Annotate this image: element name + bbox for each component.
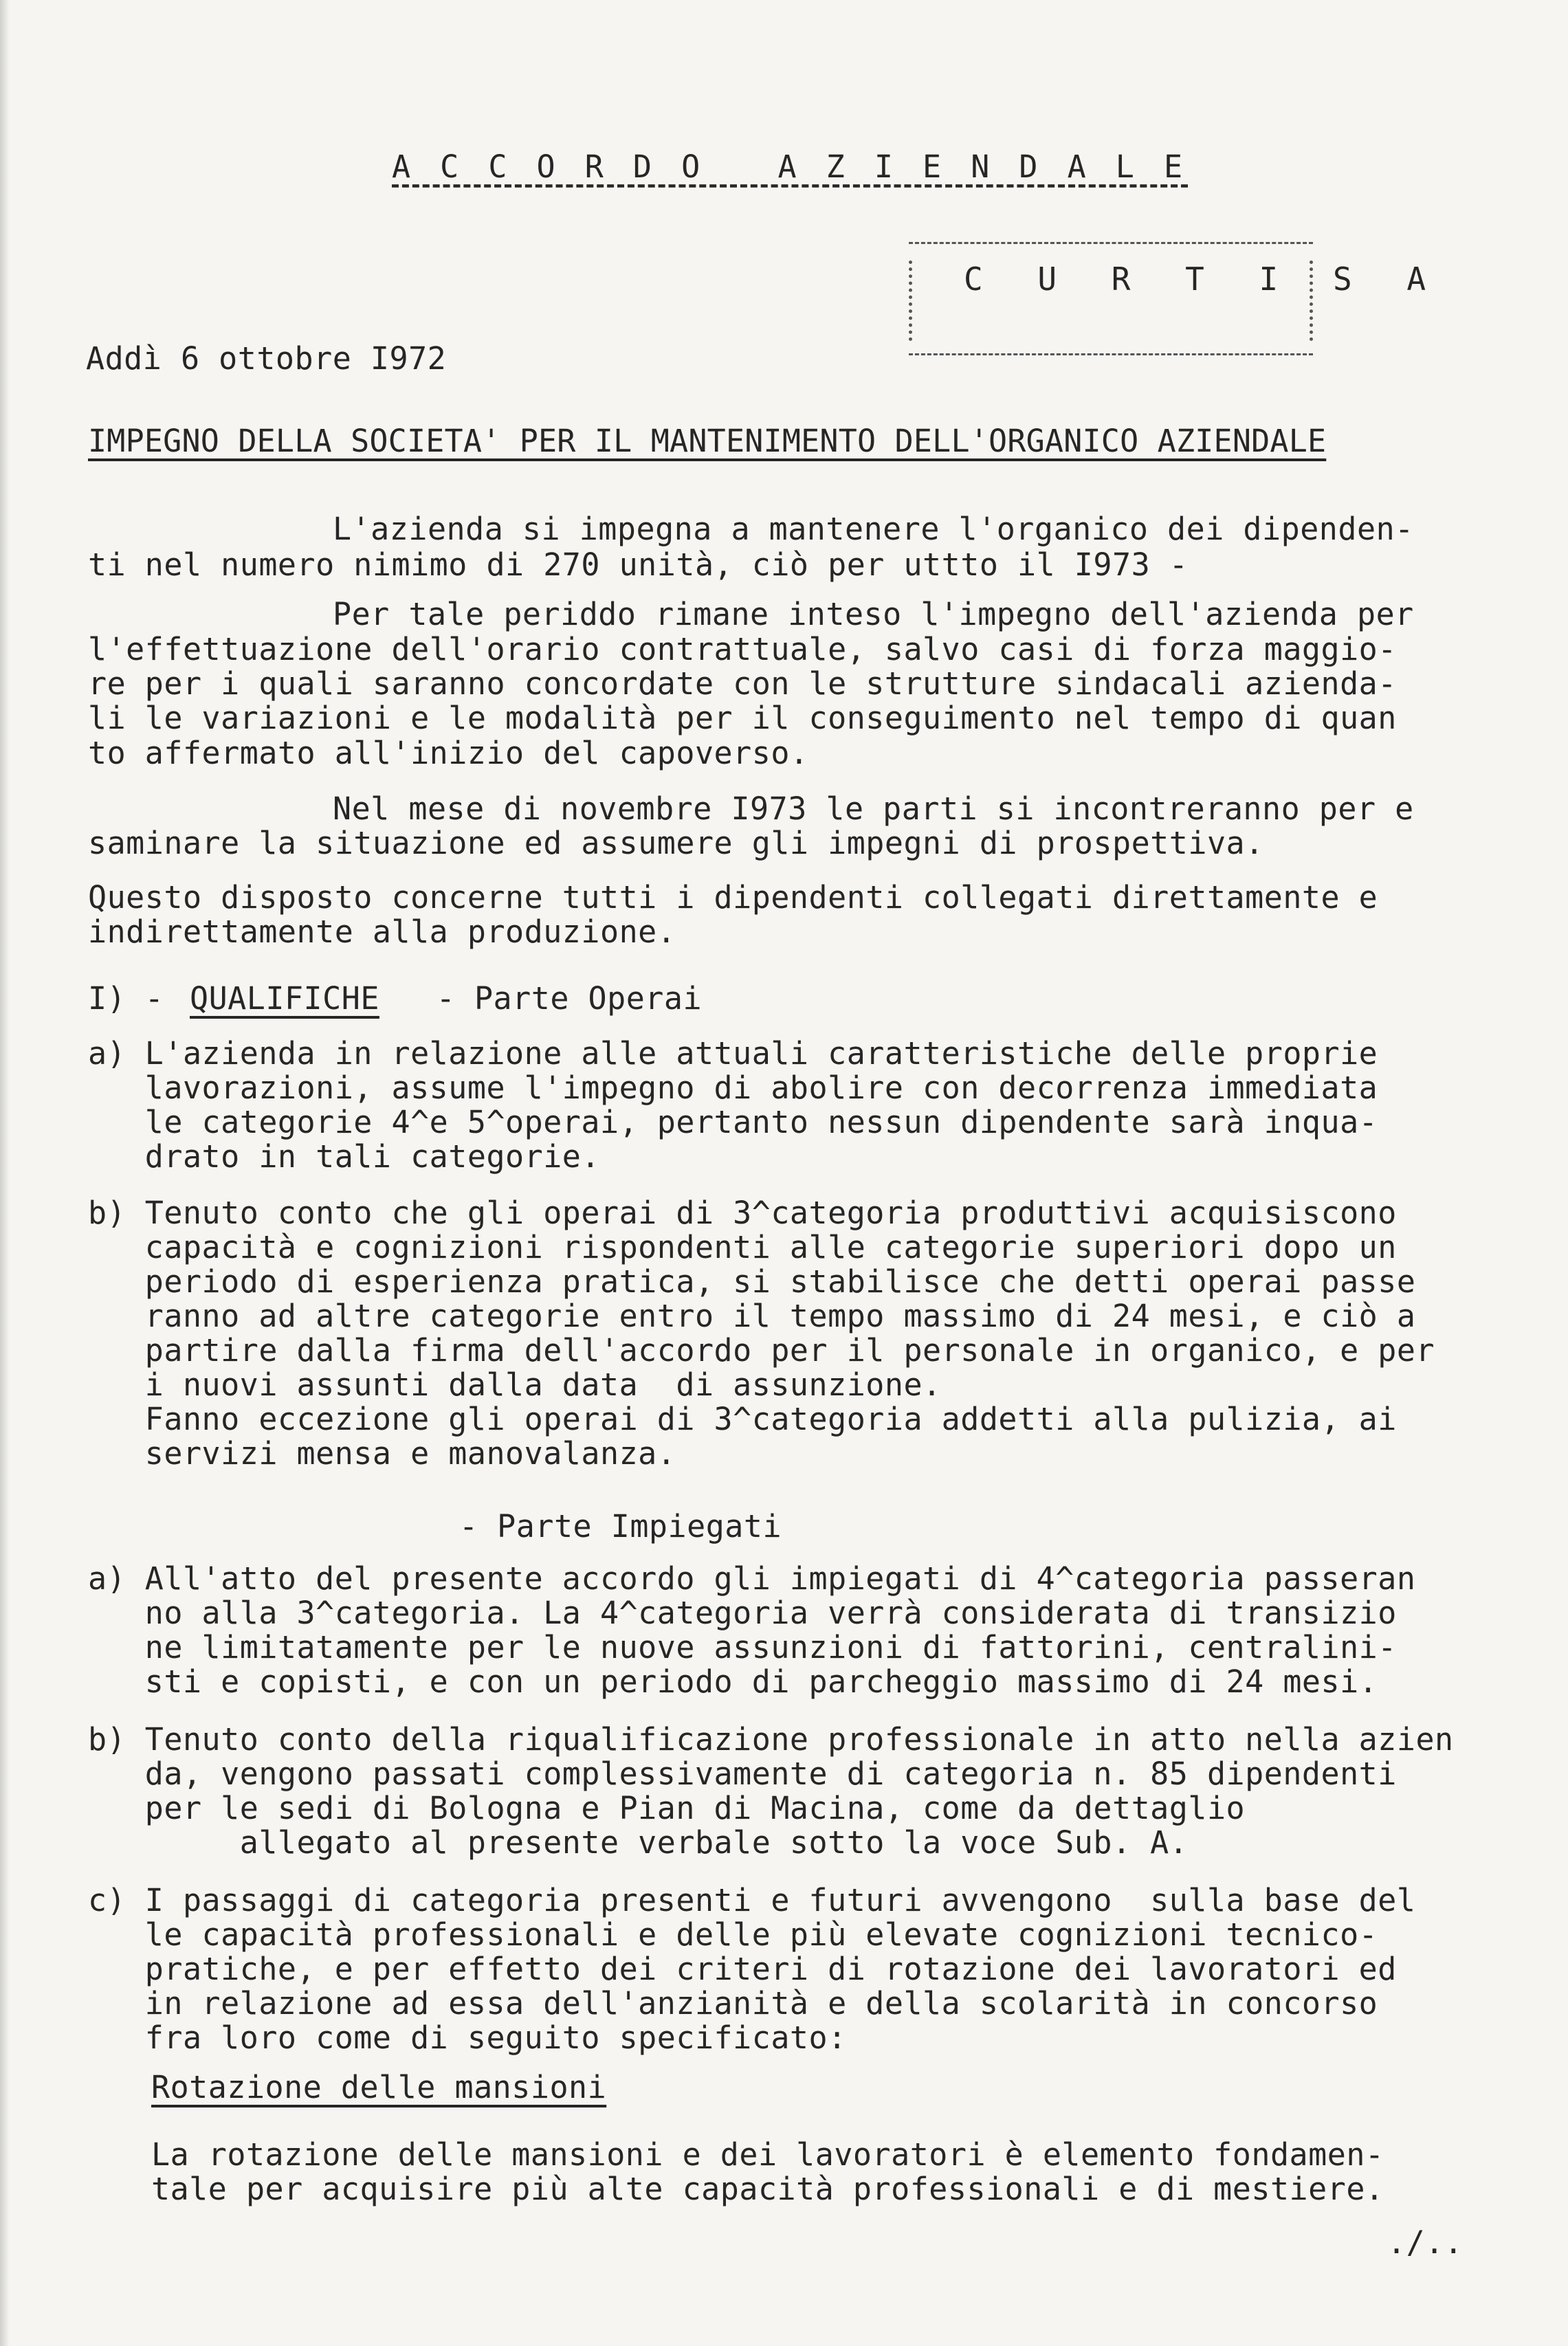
document-title: A C C O R D O A Z I E N D A L E <box>392 148 1189 185</box>
body-line: ti nel numero nimimo di 270 unità, ciò per uttto il I973 - <box>88 546 1189 583</box>
body-line: re per i quali saranno concordate con le strutture sindacali azienda- <box>88 665 1397 702</box>
body-line: Fanno eccezione gli operai di 3^categoria addetti alla pulizia, ai <box>88 1401 1397 1437</box>
body-line: pratiche, e per effetto dei criteri di rotazione dei lavoratori ed <box>88 1951 1397 1987</box>
body-line: ranno ad altre categorie entro il tempo massimo di 24 mesi, e ciò a <box>88 1298 1416 1334</box>
body-line: Per tale periddo rimane inteso l'impegno dell'azienda per <box>333 596 1414 632</box>
body-line: le categorie 4^e 5^operai, pertanto nessun dipendente sarà inqua- <box>88 1104 1378 1140</box>
continuation-mark: ./.. <box>1387 2224 1464 2261</box>
body-line: La rotazione delle mansioni e dei lavoratori è elemento fondamen- <box>151 2136 1384 2173</box>
body-line: indirettamente alla produzione. <box>88 914 676 950</box>
body-line: b) Tenuto conto della riqualificazione professionale in atto nella azien <box>88 1721 1454 1758</box>
document-date: Addì 6 ottobre I972 <box>86 340 447 377</box>
company-box <box>909 242 1444 355</box>
section-number: I) - <box>88 980 183 1017</box>
body-line: periodo di esperienza pratica, si stabilisce che detti operai passe <box>88 1263 1416 1300</box>
body-line: fra loro come di seguito specificato: <box>88 2019 847 2056</box>
body-line: drato in tali categorie. <box>88 1138 600 1175</box>
rotazione-heading: Rotazione delle mansioni <box>151 2069 607 2105</box>
body-line: no alla 3^categoria. La 4^categoria verrà considerata di transizio <box>88 1595 1397 1631</box>
body-line: partire dalla firma dell'accordo per il personale in organico, e per <box>88 1332 1435 1369</box>
body-line: c) I passaggi di categoria presenti e futuri avvengono sulla base del <box>88 1882 1416 1918</box>
body-line: Questo disposto concerne tutti i dipendenti collegati direttamente e <box>88 879 1378 916</box>
body-line: i nuovi assunti dalla data di assunzione. <box>88 1366 942 1403</box>
body-line: Nel mese di novembre I973 le parti si incontreranno per e <box>333 790 1414 827</box>
parte-operai-heading: - Parte Operai <box>379 980 703 1017</box>
body-line: l'effettuazione dell'orario contrattuale, salvo casi di forza maggio- <box>88 631 1397 667</box>
body-line: le capacità professionali e delle più elevate cognizioni tecnico- <box>88 1916 1378 1953</box>
body-line: sti e copisti, e con un periodo di parcheggio massimo di 24 mesi. <box>88 1663 1378 1700</box>
body-line: ne limitatamente per le nuove assunzioni di fattorini, centralini- <box>88 1629 1397 1666</box>
body-line: da, vengono passati complessivamente di categoria n. 85 dipendenti <box>88 1756 1397 1792</box>
body-line: lavorazioni, assume l'impegno di abolire con decorrenza immediata <box>88 1070 1378 1106</box>
body-line: servizi mensa e manovalanza. <box>88 1435 676 1472</box>
qualifiche-heading: QUALIFICHE <box>190 980 379 1017</box>
section-heading: IMPEGNO DELLA SOCIETA' PER IL MANTENIMENTO DELL'ORGANICO AZIENDALE <box>88 423 1327 459</box>
body-line: to affermato all'inizio del capoverso. <box>88 735 809 771</box>
body-line: allegato al presente verbale sotto la voce Sub. A. <box>88 1824 1189 1861</box>
body-line: a) All'atto del presente accordo gli impiegati di 4^categoria passeran <box>88 1560 1416 1597</box>
company-name: C U R T I S A <box>964 261 1444 298</box>
body-line: saminare la situazione ed assumere gli impegni di prospettiva. <box>88 825 1264 861</box>
parte-impiegati-heading: - Parte Impiegati <box>459 1508 782 1545</box>
body-line: in relazione ad essa dell'anzianità e della scolarità in concorso <box>88 1985 1378 2022</box>
page-edge <box>0 0 10 2346</box>
body-line: per le sedi di Bologna e Pian di Macina, come da dettaglio <box>88 1790 1246 1826</box>
body-line: b) Tenuto conto che gli operai di 3^categoria produttivi acquisiscono <box>88 1195 1397 1231</box>
body-line: L'azienda si impegna a mantenere l'organico dei dipenden- <box>333 511 1414 547</box>
body-line: a) L'azienda in relazione alle attuali caratteristiche delle proprie <box>88 1035 1378 1072</box>
body-line: capacità e cognizioni rispondenti alle categorie superiori dopo un <box>88 1229 1397 1265</box>
body-line: li le variazioni e le modalità per il conseguimento nel tempo di quan <box>88 700 1397 736</box>
body-line: tale per acquisire più alte capacità professionali e di mestiere. <box>151 2171 1384 2207</box>
